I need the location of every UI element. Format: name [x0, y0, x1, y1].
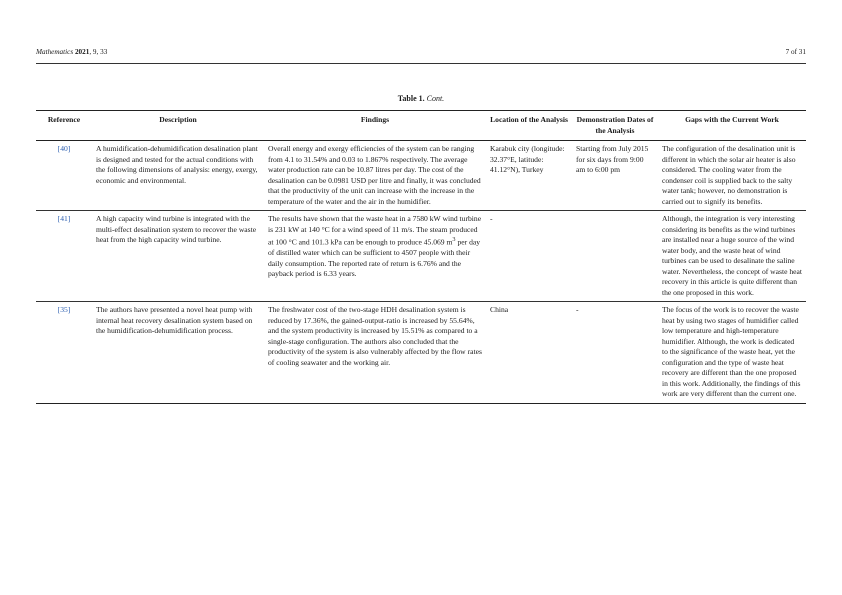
table-caption — [0, 94, 842, 103]
journal-year: 2021 — [74, 48, 90, 56]
comparison-table — [36, 110, 806, 404]
table-caption-cont: Cont. — [426, 94, 445, 103]
findings-cell — [264, 211, 486, 302]
gaps-cell: The focus of the work is to recover the waste heat by using two stages of humidifier called low temperature and high-temperature humidifier. Although, the work is dedicated to the significance of the waste heat, yet the configuration and the type of waste heat recovery are different than the one proposed in this work. Additionally, the findings of this work are very different than the current one. — [658, 302, 806, 404]
findings-cell: Overall energy and exergy efficiencies of the system can be ranging from 4.1 to 31.54% and 0.03 to 1.867% respectively. The average water production rate can be 10.87 litres per day. The cost of the desalination can be 0.0981 USD per litre and finally, it was concluded that the productivity of the unit can increase with the increase in the temperature of the water and the air in the humidifier. — [264, 141, 486, 211]
reference-link[interactable]: [35] — [36, 302, 92, 404]
header-findings: Findings — [264, 111, 486, 141]
gaps-cell: The configuration of the desalination unit is different in which the solar air heater is also considered. The cooling water from the condenser coil is supplied back to the salty water tank; however, no demonstration is carried out to signify its benefits. — [658, 141, 806, 211]
description-cell: The authors have presented a novel heat pump with internal heat recovery desalination system based on the humidification-dehumidification process. — [92, 302, 264, 404]
findings-text-part2: per day of distilled water which can be sufficient to 4507 people with their daily consumption. The reported rate of return is 6.76% and the payback period is 6.33 years. — [268, 237, 481, 279]
gaps-cell: Although, the integration is very interesting considering its benefits as the wind turbines are installed near a huge source of the wind water body, and the waste heat of wind turbines can be used to desalinate the saline water. Nevertheless, the concept of waste heat recovery in this article is quite different than the one proposed in this work. — [658, 211, 806, 302]
findings-text-part1: The results have shown that the waste heat in a 7580 kW wind turbine is 231 kW at 140 °C for a wind speed of 11 m/s. The steam produced at 100 °C and 101.3 kPa can be enough to produce 45.069 m — [268, 214, 482, 247]
header-rule — [36, 63, 806, 64]
page-header — [36, 48, 806, 62]
table-row — [36, 211, 806, 302]
description-cell: A high capacity wind turbine is integrated with the multi-effect desalination system to recover the waste heat from the high capacity wind turbine. — [92, 211, 264, 302]
journal-volume: , 9, 33 — [89, 48, 108, 56]
table-header-row — [36, 111, 806, 141]
findings-superscript: 3 — [452, 236, 456, 243]
header-dates: Demonstration Dates of the Analysis — [572, 111, 658, 141]
journal-name: Mathematics — [36, 48, 74, 56]
header-gaps: Gaps with the Current Work — [658, 111, 806, 141]
location-cell: Karabuk city (longitude: 32.37°E, latitude: 41.12°N), Turkey — [486, 141, 572, 211]
header-description: Description — [92, 111, 264, 141]
page-number: 7 of 31 — [785, 48, 806, 56]
reference-link[interactable]: [41] — [36, 211, 92, 302]
dates-cell: Starting from July 2015 for six days from 9:00 am to 6:00 pm — [572, 141, 658, 211]
findings-cell: The freshwater cost of the two-stage HDH desalination system is reduced by 17.36%, the gained-output-ratio is increased by 55.64%, and the system productivity is increased by 15.51% as compared to a single-stage configuration. The authors also concluded that the productivity of the system is also vulnerably affected by the flow rates of cooling seawater and the working air. — [264, 302, 486, 404]
dates-cell: - — [572, 302, 658, 404]
header-reference: Reference — [36, 111, 92, 141]
dates-cell — [572, 211, 658, 302]
table-row — [36, 141, 806, 211]
journal-citation — [36, 48, 107, 56]
description-cell: A humidification-dehumidification desalination plant is designed and tested for the actual conditions with the following dimensions of analysis: energy, exergy, economic and environmental. — [92, 141, 264, 211]
location-cell: - — [486, 211, 572, 302]
table-caption-label: Table 1. — [397, 94, 425, 103]
header-location: Location of the Analysis — [486, 111, 572, 141]
table-row — [36, 302, 806, 404]
location-cell: China — [486, 302, 572, 404]
reference-link[interactable]: [40] — [36, 141, 92, 211]
